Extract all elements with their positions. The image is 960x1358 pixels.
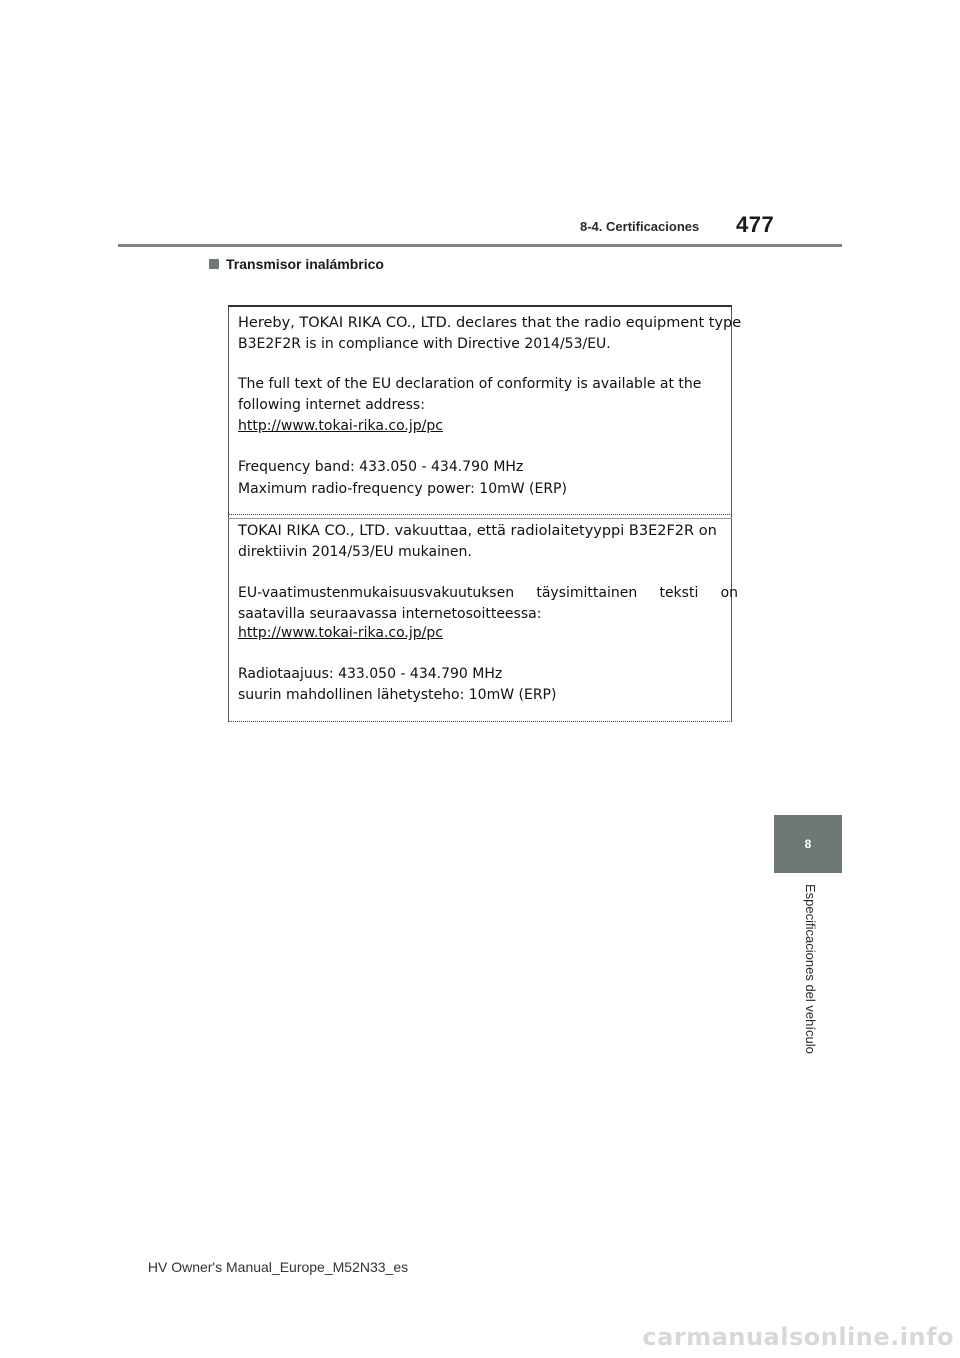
section-heading <box>209 256 384 272</box>
page-number: 477 <box>736 212 775 237</box>
square-bullet-icon <box>209 259 219 269</box>
decl-fi-line6: suurin mahdollinen lähetysteho: 10mW (ERP) <box>238 687 557 703</box>
section-heading-text: Transmisor inalámbrico <box>226 256 384 272</box>
footer-text: HV Owner's Manual_Europe_M52N33_es <box>147 1259 409 1275</box>
decl-fi-line3: EU-vaatimustenmukaisuusvakuutuksen täysimittainen teksti on <box>238 585 739 601</box>
decl-en-line6: Maximum radio-frequency power: 10mW (ERP) <box>238 481 567 497</box>
section-title: 8-4. Certificaciones <box>580 219 700 234</box>
decl-en-line1: Hereby, TOKAI RIKA CO., LTD. declares that the radio equipment type <box>238 315 742 331</box>
decl-en-line4: following internet address: <box>238 397 425 413</box>
header-rule <box>118 244 842 247</box>
decl-fi-url-link[interactable]: http://www.tokai-rika.co.jp/pc <box>238 625 443 641</box>
decl-fi-line4: saatavilla seuraavassa internetosoitteessa: <box>238 606 542 622</box>
decl-en-url-link[interactable]: http://www.tokai-rika.co.jp/pc <box>238 418 443 434</box>
decl-en-line2: B3E2F2R is in compliance with Directive 2014/53/EU. <box>238 336 611 352</box>
decl-en-line5: Frequency band: 433.050 - 434.790 MHz <box>238 459 524 475</box>
watermark: carmanualsonline.info <box>642 1323 954 1351</box>
decl-en-line3: The full text of the EU declaration of conformity is available at the <box>238 376 702 392</box>
decl-fi-line5: Radiotaajuus: 433.050 - 434.790 MHz <box>238 666 503 682</box>
chapter-tab[interactable]: 8 <box>774 815 842 873</box>
decl-fi-line2: direktiivin 2014/53/EU mukainen. <box>238 544 472 560</box>
declaration-divider <box>228 514 732 515</box>
declaration-box-bottom-border <box>228 721 732 722</box>
declaration-divider-secondary <box>228 518 732 519</box>
decl-fi-line1: TOKAI RIKA CO., LTD. vakuuttaa, että radiolaitetyyppi B3E2F2R on <box>238 523 717 539</box>
chapter-tab-label: Especificaciones del vehículo <box>803 884 818 1054</box>
footer <box>0 1259 960 1275</box>
